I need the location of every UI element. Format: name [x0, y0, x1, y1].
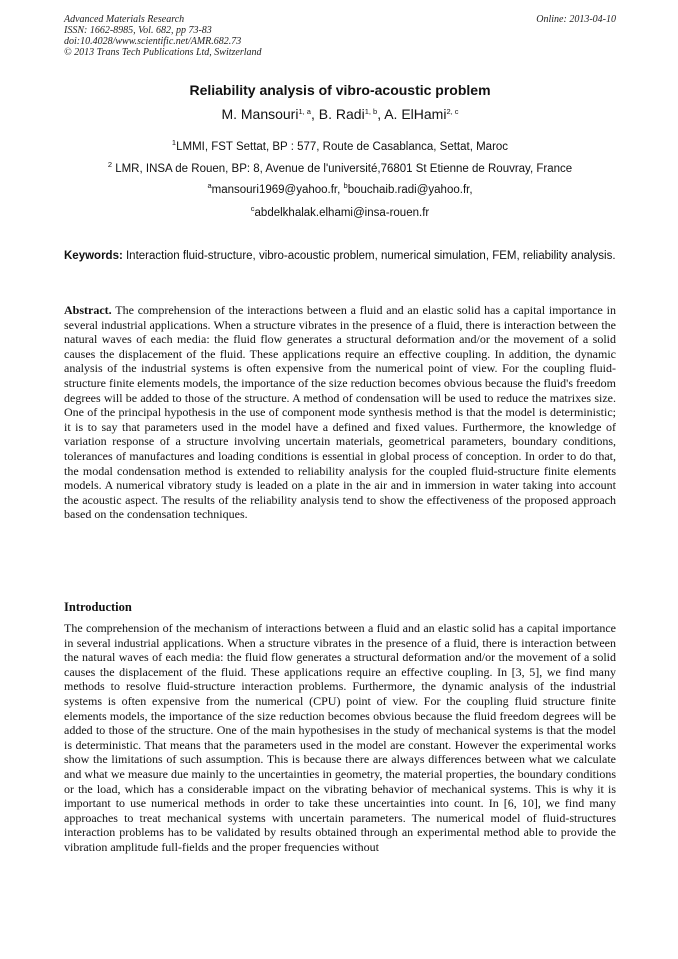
email-line-1	[30, 181, 650, 196]
introduction-heading: Introduction	[64, 600, 132, 614]
email-address[interactable]: bouchaib.radi@yahoo.fr,	[347, 184, 473, 196]
affiliation-text: LMMI, FST Settat, BP : 577, Route de Casablanca, Settat, Maroc	[176, 141, 509, 153]
affiliation-text: LMR, INSA de Rouen, BP: 8, Avenue de l'université,76801 St Etienne de Rouvray, France	[112, 163, 573, 175]
affiliation-superscript: 1	[171, 138, 177, 147]
author-superscript: 1, b	[364, 107, 378, 116]
journal-name: Advanced Materials Research	[64, 14, 185, 25]
keywords-label: Keywords:	[64, 250, 123, 262]
author-name: B. Radi	[318, 106, 365, 122]
author-superscript: 1, a	[298, 107, 311, 116]
affiliation-2	[30, 160, 650, 175]
email-address[interactable]: abdelkhalak.elhami@insa-rouen.fr	[254, 207, 430, 219]
affiliation-superscript: 2	[107, 160, 113, 169]
author-superscript: 2, c	[446, 107, 459, 116]
email-address[interactable]: mansouri1969@yahoo.fr,	[211, 184, 344, 196]
abstract-text: The comprehension of the interactions between a fluid and an elastic solid has a capital importance in several industrial applications. When a structure vibrates in the presence of a fluid, there is interaction between the natural waves of each media: the fluid flow generates a structural deformation and/or the movement of a solid causes the displacement of the fluid. These applications require an effective coupling. In addition, the dynamic analysis of the industrial systems is often expensive from the numerical point of view. For the coupling fluid-structure finite elements models, the importance of the size reduction becomes obvious because the fluid's freedom degrees will be added to those of the structure. A method of condensation will be used to reduce the matrixes size. One of the principal hypothesis in the use of component mode synthesis method is that the model is deterministic; it is to say that parameters used in the model have a defined and fixed values. Furthermore, the knowledge of variation response of a structure involving uncertain materials, geometrical parameters, boundary conditions, tolerances of manufactures and loading conditions is essential in global process of conception. In order to do that, the modal condensation method is extended to reliability analysis for the coupled fluid-structure finite elements models. A numerical vibratory study is leaded on a plate in the air and in immersion in water taking into account the acoustic aspect. The results of the reliability analysis tend to show the effectiveness of the proposed approach based on the condensation techniques.	[64, 303, 616, 522]
doi-line: doi:10.4028/www.scientific.net/AMR.682.73	[64, 36, 242, 47]
keywords-text: Interaction fluid-structure, vibro-acoustic problem, numerical simulation, FEM, reliability analysis.	[122, 250, 616, 262]
abstract-label: Abstract.	[64, 303, 112, 317]
publication-header	[64, 14, 616, 58]
email-superscript: b	[343, 181, 348, 190]
abstract-paragraph	[64, 303, 616, 522]
email-superscript: c	[250, 204, 255, 213]
affiliation-1	[30, 138, 650, 153]
online-date: Online: 2013-04-10	[536, 14, 616, 25]
issn-line: ISSN: 1662-8985, Vol. 682, pp 73-83	[64, 25, 212, 36]
author-name: M. Mansouri	[221, 106, 299, 122]
paper-title: Reliability analysis of vibro-acoustic problem	[189, 82, 491, 98]
introduction-paragraph: The comprehension of the mechanism of interactions between a fluid and an elastic solid has a capital importance in several industrial applications. When a structure vibrates in the presence of a fluid, there is interaction between the natural waves of each media: the fluid flow generates a structural deformation and/or the movement of a solid causes the displacement of the fluid. These applications require an effective coupling. In [3, 5], we find many methods to resolve fluid-structure interaction problems. Furthermore, the dynamic analysis of the industrial systems is often expensive from the numerical (CPU) point of view. For the coupling fluid structure finite elements models, the importance of the size reduction becomes obvious because the fluid freedom degrees will be added to those of the structure. One of the main hypothesises in the study of mechanical systems is that the model is deterministic. That means that the parameters used in the model are constant. However the experimental works show the limitations of such assumption. This is because there are always differences between what we calculate and what we measure due mainly to the uncertainties in geometry, the material properties, the boundary conditions or the load, which has a considerable impact on the vibrating behavior of mechanical systems. This is why it is important to use numerical methods in order to take these uncertainties into count. In [6, 10], we find many approaches to treat mechanical systems with uncertain parameters. The numerical model of fluid-structures interaction problems has to be validated by results obtained through an experimental method able to provide the vibration amplitude full-fields and the proper frequencies without	[64, 621, 616, 854]
publication-info	[64, 14, 616, 58]
email-line-2	[30, 204, 650, 219]
email-superscript: a	[207, 181, 212, 190]
keywords-paragraph	[64, 249, 616, 264]
author-name: A. ElHami	[384, 106, 447, 122]
author-list: M. Mansouri$^{1, a}$, B. Radi$^{1, b}$, A. ElHami$^{2, c}$	[221, 106, 459, 122]
copyright-line: © 2013 Trans Tech Publications Ltd, Switzerland	[64, 47, 262, 58]
